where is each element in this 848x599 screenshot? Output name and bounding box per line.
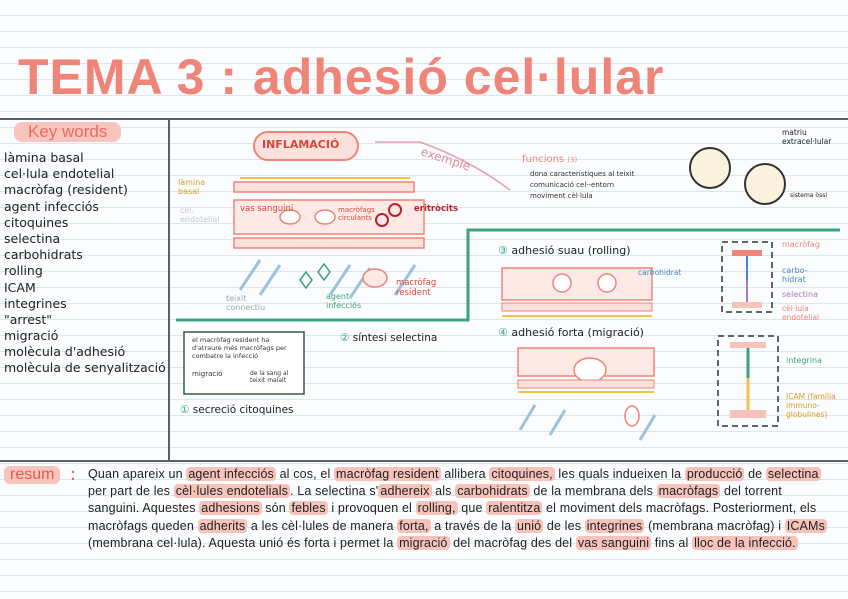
right-label: selectina	[782, 290, 818, 299]
teixit-connectiu-label: teixit connectiu	[226, 294, 266, 312]
resum-text-segment: als	[431, 484, 456, 499]
resum-text-segment: (membrana cel·lula). Aquesta unió és forta i permet la	[88, 535, 398, 550]
resum-text-segment: de	[744, 467, 766, 481]
resum-highlight: ICAMs	[786, 518, 825, 533]
resum-text-segment: . La selectina s'	[290, 484, 379, 499]
resum-text-segment: allibera	[440, 467, 490, 481]
adhesion-diagram	[170, 120, 848, 460]
step2-label: ② síntesi selectina	[340, 332, 438, 344]
exemple-label: exemple	[419, 144, 473, 174]
right-label: carbo-hidrat	[782, 266, 808, 284]
resum-text-segment: de les	[543, 518, 585, 533]
resum-text-segment: Quan apareix un	[88, 467, 187, 481]
macrophage-cell	[315, 210, 335, 224]
step1-label: ① secreció citoquines	[180, 404, 294, 416]
inflamacio-label: INFLAMACIÓ	[262, 138, 340, 151]
macrofags-circulants-label: macròfags circulants	[338, 206, 375, 222]
resum-highlight: producció	[686, 467, 743, 481]
key-word: integrines	[4, 295, 67, 311]
right-label: integrina	[786, 356, 822, 365]
resum-highlight: forta,	[399, 518, 429, 533]
resum-text-segment: del macròfag des del	[449, 535, 576, 550]
macrofag-resident-label: macròfag resident	[396, 278, 437, 298]
resum-highlight: selectina	[767, 467, 819, 481]
resum-highlight: adherits	[199, 518, 246, 533]
resum-highlight: adhereix	[380, 484, 430, 499]
key-word: carbohidrats	[4, 247, 83, 263]
key-word: làmina basal	[4, 150, 84, 165]
resum-highlight: unió	[517, 518, 542, 533]
funcions-heading: funcions (3)	[522, 154, 578, 165]
resum-text-segment: i provoquen el	[327, 501, 416, 516]
step3-label: ③ adhesió suau (rolling)	[498, 244, 631, 257]
resum-text-segment: de la membrana dels	[529, 484, 657, 499]
key-word: ICAM	[4, 279, 36, 295]
funcio-item: comunicació cel·-entorn	[530, 181, 615, 189]
right-label: cèl·lula endotelial	[782, 304, 820, 322]
right-label: ICAM (família immuno-globulines)	[786, 392, 836, 419]
resum-text-segment: a través de la	[430, 518, 515, 533]
key-word: agent infecciós	[4, 198, 99, 214]
endothelial-layer-top	[234, 182, 414, 192]
box-note: el macròfag resident ha d'atraure més macròfags per combatre la infecció	[192, 336, 287, 360]
resum-paragraph	[88, 466, 828, 552]
resum-heading: resum	[4, 466, 60, 484]
resum-text-segment: al cos, el	[275, 467, 335, 481]
agent-infeccios-label: agent infecciós	[326, 292, 362, 310]
resum-highlight: citoquines,	[491, 467, 553, 481]
key-words-heading: Key words	[14, 122, 121, 142]
resum-highlight: ralentitza	[488, 501, 541, 516]
resum-text-segment: del torrent sanguini. Aquestes	[88, 484, 782, 516]
resum-highlight: migració	[399, 535, 448, 550]
key-word: macròfag (resident)	[4, 182, 128, 198]
resum-text-segment: fins al	[651, 535, 693, 550]
resum-text-segment: per part de les	[88, 484, 174, 499]
resum-text-segment: les quals indueixen la	[554, 467, 685, 481]
right-label: macròfag	[782, 240, 820, 249]
sistema-label: sistema òssi	[790, 192, 827, 199]
macrofag-resident-cell	[363, 269, 387, 287]
step4-label: ④ adhesió forta (migració)	[498, 326, 644, 339]
resum-highlight: carbohidrats	[457, 484, 528, 499]
resum-text-segment: són	[261, 501, 290, 516]
resum-highlight: macròfag resident	[336, 467, 439, 481]
resum-highlight: rolling,	[417, 501, 456, 516]
agent-infeccios-shape	[300, 264, 330, 288]
key-word: migració	[4, 328, 59, 344]
funcio-item: moviment cèl·lula	[530, 192, 593, 200]
resum-highlight: integrines	[586, 518, 643, 533]
funcio-item: dona característiques al teixit	[530, 170, 635, 178]
resum-highlight: cèl·lules endotelials	[175, 484, 289, 499]
resum-text-segment: a les cèl·lules de manera	[247, 518, 398, 533]
endothelial-layer-bottom	[234, 238, 424, 248]
matriu-label: matriu extracel·lular	[782, 128, 832, 146]
resum-colon: :	[70, 464, 77, 485]
resum-highlight: lloc de la infecció.	[694, 535, 796, 550]
matrix-cell	[690, 148, 730, 188]
key-words-list	[4, 150, 166, 377]
eritrocits-label: eritròcits	[414, 204, 459, 214]
key-word: molècula d'adhesió	[4, 344, 126, 360]
resum-highlight: adhesions	[201, 501, 260, 516]
resum-highlight: febles	[291, 501, 326, 516]
key-word: cel·lula endotelial	[4, 166, 115, 182]
resum-highlight: agent infecciós	[188, 467, 274, 481]
key-word: citoquines	[4, 214, 69, 230]
resum-text-segment: el moviment dels macròfags. Posteriorment, els macròfags queden	[88, 501, 817, 533]
key-word: "arrest"	[4, 311, 53, 327]
resum-highlight: macròfags	[658, 484, 719, 499]
resum-text-segment: que	[457, 501, 487, 516]
carbohidrat-label: carbohidrat	[638, 268, 682, 277]
divider-bottom	[0, 460, 848, 462]
matrix-cell	[745, 164, 785, 204]
vas-sanguini-label: vas sanguini	[240, 204, 294, 214]
key-word: molècula de senyalització	[4, 360, 166, 376]
rolling-vessel	[502, 268, 652, 300]
migracio-note2: de la sang al teixit malalt	[250, 370, 289, 384]
key-word: rolling	[4, 263, 43, 279]
page-title: TEMA 3 : adhesió cel·lular	[18, 49, 665, 105]
migracio-note: migració	[192, 370, 223, 378]
resum-text-segment: (membrana macròfag) i	[644, 518, 785, 533]
key-word: selectina	[4, 230, 61, 246]
cel-endotelial-label: cel. endotelial	[180, 206, 220, 224]
resum-highlight: vas sanguini	[577, 535, 650, 550]
lamina-basal-label: làmina basal	[178, 178, 206, 196]
